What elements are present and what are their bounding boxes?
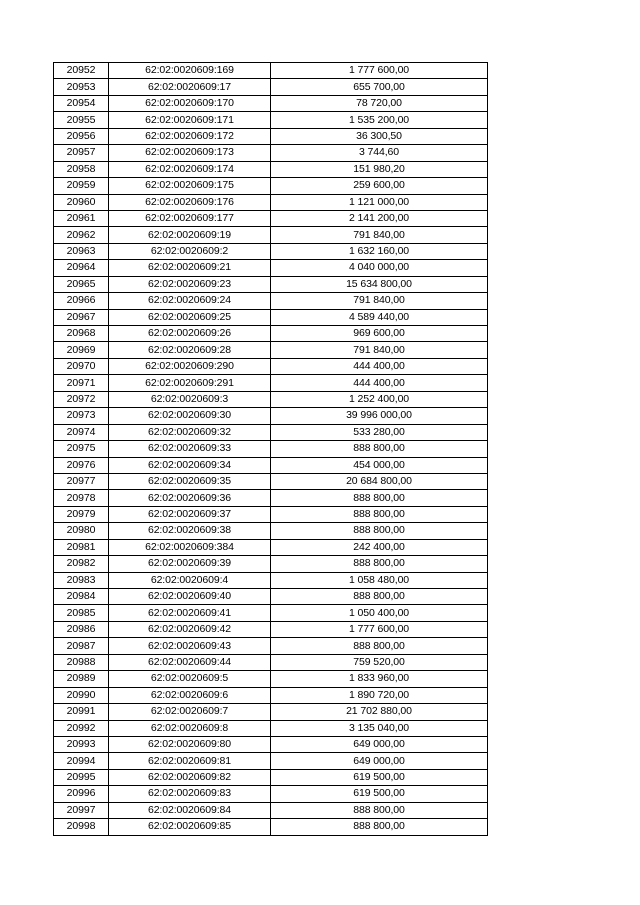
row-number-cell: 20998 [54, 819, 109, 835]
table-row [54, 260, 488, 276]
table-row [54, 178, 488, 194]
table-row [54, 63, 488, 79]
cadastral-number-cell: 62:02:0020609:84 [109, 802, 271, 818]
cadastral-value-cell: 21 702 880,00 [271, 704, 488, 720]
table-row [54, 227, 488, 243]
cadastral-number-cell: 62:02:0020609:40 [109, 589, 271, 605]
table-row [54, 556, 488, 572]
cadastral-number-cell: 62:02:0020609:26 [109, 326, 271, 342]
cadastral-value-cell: 791 840,00 [271, 293, 488, 309]
cadastral-number-cell: 62:02:0020609:36 [109, 490, 271, 506]
row-number-cell: 20963 [54, 243, 109, 259]
table-row [54, 95, 488, 111]
table-row [54, 704, 488, 720]
cadastral-value-cell: 1 535 200,00 [271, 112, 488, 128]
cadastral-number-cell: 62:02:0020609:2 [109, 243, 271, 259]
row-number-cell: 20996 [54, 786, 109, 802]
cadastral-value-cell: 78 720,00 [271, 95, 488, 111]
cadastral-number-cell: 62:02:0020609:25 [109, 309, 271, 325]
table-row [54, 391, 488, 407]
table-row [54, 293, 488, 309]
table-row [54, 408, 488, 424]
row-number-cell: 20955 [54, 112, 109, 128]
cadastral-number-cell: 62:02:0020609:81 [109, 753, 271, 769]
row-number-cell: 20995 [54, 769, 109, 785]
cadastral-value-cell: 888 800,00 [271, 441, 488, 457]
row-number-cell: 20960 [54, 194, 109, 210]
cadastral-number-cell: 62:02:0020609:173 [109, 145, 271, 161]
row-number-cell: 20966 [54, 293, 109, 309]
table-row [54, 243, 488, 259]
row-number-cell: 20997 [54, 802, 109, 818]
cadastral-number-cell: 62:02:0020609:80 [109, 736, 271, 752]
cadastral-number-cell: 62:02:0020609:19 [109, 227, 271, 243]
table-row [54, 375, 488, 391]
table-row [54, 769, 488, 785]
cadastral-number-cell: 62:02:0020609:34 [109, 457, 271, 473]
cadastral-number-cell: 62:02:0020609:174 [109, 161, 271, 177]
cadastral-value-cell: 1 121 000,00 [271, 194, 488, 210]
cadastral-value-cell: 888 800,00 [271, 556, 488, 572]
cadastral-value-cell: 20 684 800,00 [271, 473, 488, 489]
cadastral-value-cell: 888 800,00 [271, 802, 488, 818]
cadastral-value-cell: 649 000,00 [271, 736, 488, 752]
cadastral-value-cell: 1 632 160,00 [271, 243, 488, 259]
cadastral-number-cell: 62:02:0020609:17 [109, 79, 271, 95]
cadastral-number-cell: 62:02:0020609:172 [109, 128, 271, 144]
cadastral-value-cell: 454 000,00 [271, 457, 488, 473]
row-number-cell: 20980 [54, 523, 109, 539]
cadastral-number-cell: 62:02:0020609:171 [109, 112, 271, 128]
cadastral-value-cell: 888 800,00 [271, 819, 488, 835]
row-number-cell: 20979 [54, 506, 109, 522]
cadastral-number-cell: 62:02:0020609:5 [109, 671, 271, 687]
cadastral-value-cell: 888 800,00 [271, 523, 488, 539]
cadastral-number-cell: 62:02:0020609:176 [109, 194, 271, 210]
table-row [54, 161, 488, 177]
table-row [54, 671, 488, 687]
table-row [54, 605, 488, 621]
table-row [54, 802, 488, 818]
cadastral-value-cell: 791 840,00 [271, 342, 488, 358]
cadastral-value-cell: 619 500,00 [271, 786, 488, 802]
table-row [54, 358, 488, 374]
cadastral-number-cell: 62:02:0020609:44 [109, 654, 271, 670]
cadastral-value-cell: 1 050 400,00 [271, 605, 488, 621]
row-number-cell: 20954 [54, 95, 109, 111]
row-number-cell: 20984 [54, 589, 109, 605]
row-number-cell: 20971 [54, 375, 109, 391]
cadastral-number-cell: 62:02:0020609:41 [109, 605, 271, 621]
cadastral-value-cell: 39 996 000,00 [271, 408, 488, 424]
row-number-cell: 20959 [54, 178, 109, 194]
cadastral-number-cell: 62:02:0020609:30 [109, 408, 271, 424]
row-number-cell: 20975 [54, 441, 109, 457]
row-number-cell: 20974 [54, 424, 109, 440]
cadastral-number-cell: 62:02:0020609:21 [109, 260, 271, 276]
cadastral-number-cell: 62:02:0020609:290 [109, 358, 271, 374]
cadastral-value-cell: 1 777 600,00 [271, 621, 488, 637]
table-row [54, 473, 488, 489]
row-number-cell: 20988 [54, 654, 109, 670]
row-number-cell: 20964 [54, 260, 109, 276]
row-number-cell: 20976 [54, 457, 109, 473]
row-number-cell: 20970 [54, 358, 109, 374]
cadastral-number-cell: 62:02:0020609:37 [109, 506, 271, 522]
cadastral-value-cell: 888 800,00 [271, 506, 488, 522]
cadastral-number-cell: 62:02:0020609:175 [109, 178, 271, 194]
table-row [54, 276, 488, 292]
row-number-cell: 20992 [54, 720, 109, 736]
cadastral-number-cell: 62:02:0020609:8 [109, 720, 271, 736]
table-row [54, 457, 488, 473]
cadastral-value-cell: 4 589 440,00 [271, 309, 488, 325]
table-row [54, 539, 488, 555]
row-number-cell: 20961 [54, 210, 109, 226]
row-number-cell: 20962 [54, 227, 109, 243]
table-row [54, 589, 488, 605]
table-row [54, 441, 488, 457]
cadastral-value-cell: 444 400,00 [271, 358, 488, 374]
cadastral-number-cell: 62:02:0020609:42 [109, 621, 271, 637]
row-number-cell: 20994 [54, 753, 109, 769]
table-row [54, 720, 488, 736]
row-number-cell: 20952 [54, 63, 109, 79]
cadastral-value-cell: 655 700,00 [271, 79, 488, 95]
cadastral-value-cell: 3 135 040,00 [271, 720, 488, 736]
cadastral-number-cell: 62:02:0020609:85 [109, 819, 271, 835]
table-row [54, 736, 488, 752]
row-number-cell: 20986 [54, 621, 109, 637]
table-row [54, 638, 488, 654]
cadastral-value-cell: 533 280,00 [271, 424, 488, 440]
table-row [54, 424, 488, 440]
row-number-cell: 20993 [54, 736, 109, 752]
row-number-cell: 20972 [54, 391, 109, 407]
cadastral-value-cell: 444 400,00 [271, 375, 488, 391]
cadastral-number-cell: 62:02:0020609:82 [109, 769, 271, 785]
table-row [54, 128, 488, 144]
row-number-cell: 20990 [54, 687, 109, 703]
cadastral-value-cell: 888 800,00 [271, 490, 488, 506]
row-number-cell: 20956 [54, 128, 109, 144]
table-row [54, 490, 488, 506]
table-row [54, 145, 488, 161]
table-row [54, 786, 488, 802]
cadastral-value-cell: 36 300,50 [271, 128, 488, 144]
row-number-cell: 20985 [54, 605, 109, 621]
cadastral-number-cell: 62:02:0020609:7 [109, 704, 271, 720]
row-number-cell: 20987 [54, 638, 109, 654]
cadastral-number-cell: 62:02:0020609:32 [109, 424, 271, 440]
cadastral-number-cell: 62:02:0020609:28 [109, 342, 271, 358]
row-number-cell: 20953 [54, 79, 109, 95]
cadastral-number-cell: 62:02:0020609:33 [109, 441, 271, 457]
table-row [54, 621, 488, 637]
row-number-cell: 20967 [54, 309, 109, 325]
row-number-cell: 20958 [54, 161, 109, 177]
cadastral-number-cell: 62:02:0020609:177 [109, 210, 271, 226]
row-number-cell: 20983 [54, 572, 109, 588]
table-row [54, 194, 488, 210]
cadastral-value-cell: 4 040 000,00 [271, 260, 488, 276]
table-row [54, 654, 488, 670]
row-number-cell: 20991 [54, 704, 109, 720]
cadastral-value-cell: 1 777 600,00 [271, 63, 488, 79]
row-number-cell: 20989 [54, 671, 109, 687]
cadastral-value-cell: 969 600,00 [271, 326, 488, 342]
cadastral-value-cell: 759 520,00 [271, 654, 488, 670]
cadastral-value-cell: 151 980,20 [271, 161, 488, 177]
table-row [54, 309, 488, 325]
row-number-cell: 20973 [54, 408, 109, 424]
row-number-cell: 20968 [54, 326, 109, 342]
cadastral-number-cell: 62:02:0020609:291 [109, 375, 271, 391]
cadastral-value-cell: 888 800,00 [271, 589, 488, 605]
cadastral-value-cell: 649 000,00 [271, 753, 488, 769]
cadastral-value-table [53, 62, 488, 836]
row-number-cell: 20969 [54, 342, 109, 358]
cadastral-value-cell: 888 800,00 [271, 638, 488, 654]
cadastral-number-cell: 62:02:0020609:35 [109, 473, 271, 489]
table-row [54, 523, 488, 539]
table-row [54, 79, 488, 95]
row-number-cell: 20977 [54, 473, 109, 489]
cadastral-number-cell: 62:02:0020609:4 [109, 572, 271, 588]
cadastral-number-cell: 62:02:0020609:38 [109, 523, 271, 539]
cadastral-number-cell: 62:02:0020609:24 [109, 293, 271, 309]
row-number-cell: 20957 [54, 145, 109, 161]
table-row [54, 506, 488, 522]
cadastral-number-cell: 62:02:0020609:83 [109, 786, 271, 802]
row-number-cell: 20978 [54, 490, 109, 506]
table-row [54, 819, 488, 835]
cadastral-value-cell: 1 833 960,00 [271, 671, 488, 687]
cadastral-number-cell: 62:02:0020609:6 [109, 687, 271, 703]
table-row [54, 342, 488, 358]
table-row [54, 326, 488, 342]
cadastral-value-cell: 2 141 200,00 [271, 210, 488, 226]
cadastral-value-cell: 791 840,00 [271, 227, 488, 243]
cadastral-number-cell: 62:02:0020609:23 [109, 276, 271, 292]
cadastral-value-cell: 1 890 720,00 [271, 687, 488, 703]
cadastral-value-cell: 1 252 400,00 [271, 391, 488, 407]
cadastral-value-cell: 242 400,00 [271, 539, 488, 555]
cadastral-number-cell: 62:02:0020609:384 [109, 539, 271, 555]
cadastral-value-cell: 3 744,60 [271, 145, 488, 161]
table-row [54, 112, 488, 128]
table-body [54, 63, 488, 836]
table-row [54, 572, 488, 588]
cadastral-number-cell: 62:02:0020609:43 [109, 638, 271, 654]
cadastral-number-cell: 62:02:0020609:3 [109, 391, 271, 407]
cadastral-value-cell: 1 058 480,00 [271, 572, 488, 588]
table-row [54, 687, 488, 703]
cadastral-number-cell: 62:02:0020609:39 [109, 556, 271, 572]
cadastral-value-cell: 619 500,00 [271, 769, 488, 785]
cadastral-value-cell: 259 600,00 [271, 178, 488, 194]
row-number-cell: 20982 [54, 556, 109, 572]
row-number-cell: 20965 [54, 276, 109, 292]
cadastral-number-cell: 62:02:0020609:170 [109, 95, 271, 111]
table-row [54, 210, 488, 226]
cadastral-value-cell: 15 634 800,00 [271, 276, 488, 292]
table-row [54, 753, 488, 769]
cadastral-number-cell: 62:02:0020609:169 [109, 63, 271, 79]
row-number-cell: 20981 [54, 539, 109, 555]
